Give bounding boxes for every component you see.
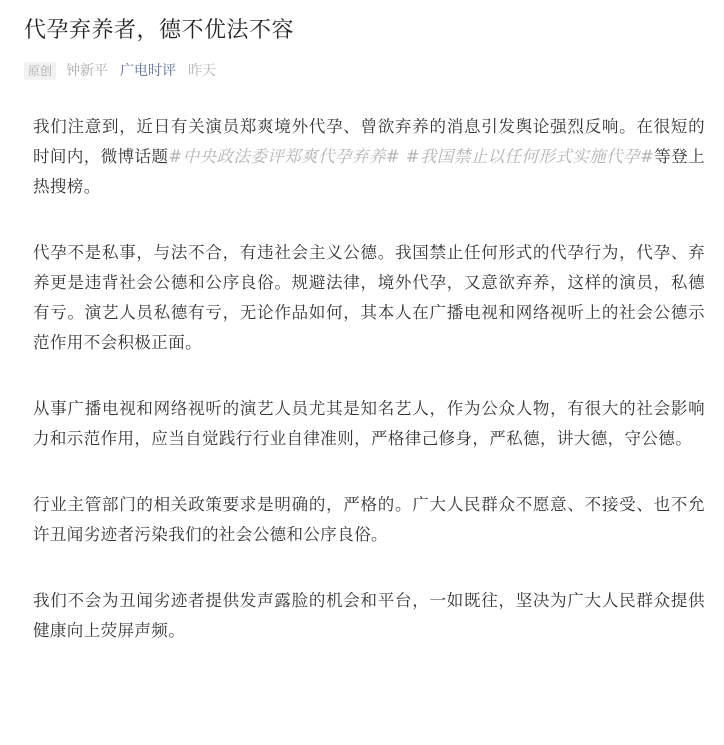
paragraph-1	[33, 112, 705, 202]
article-title: 代孕弃养者，德不优法不容	[24, 18, 295, 43]
paragraph-3: 从事广播电视和网络视听的演艺人员尤其是知名艺人，作为公众人物，有很大的社会影响力和示范作用，应当自觉践行行业自律准则，严格律己修身，严私德，讲大德，守公德。	[33, 399, 705, 448]
article-body	[33, 112, 705, 646]
original-badge: 原创	[24, 62, 56, 80]
paragraph-1-text-before: 我们注意到，近日有关演员郑爽境外代孕、曾欲弃养的消息引发舆论强烈反响。在很短的时间内，微博话题	[33, 117, 705, 166]
author-name: 钟新平	[66, 63, 109, 79]
hashtag-topic-1[interactable]: #中央政法委评郑爽代孕弃养#	[168, 147, 401, 166]
paragraph-5: 我们不会为丑闻劣迹者提供发声露脸的机会和平台，一如既往，坚决为广大人民群众提供健康向上荧屏声频。	[33, 591, 705, 640]
publish-time: 昨天	[188, 63, 217, 79]
paragraph-2: 代孕不是私事，与法不合，有违社会主义公德。我国禁止任何形式的代孕行为，代孕、弃养更是违背社会公德和公序良俗。规避法律，境外代孕，又意欲弃养，这样的演员，私德有亏。演艺人员私德有亏，无论作品如何，其本人在广播电视和网络视听上的社会公德示范作用不会积极正面。	[33, 243, 705, 352]
account-link[interactable]: 广电时评	[120, 63, 177, 79]
article-meta	[24, 61, 216, 81]
paragraph-4: 行业主管部门的相关政策要求是明确的，严格的。广大人民群众不愿意、不接受、也不允许丑闻劣迹者污染我们的社会公德和公序良俗。	[33, 495, 705, 544]
paragraph-1-text-after: 等登上热搜榜。	[33, 147, 705, 196]
hashtag-topic-2[interactable]: #我国禁止以任何形式实施代孕#	[405, 147, 655, 166]
